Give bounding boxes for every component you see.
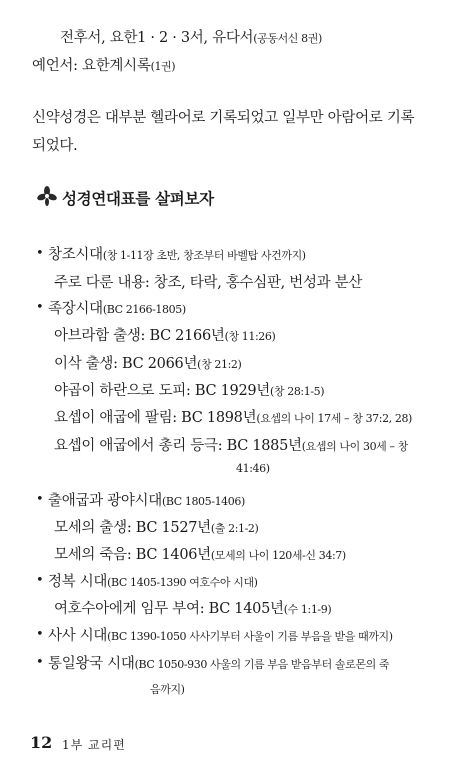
timeline-item	[48, 489, 245, 510]
subitem-note: (출 2:1-2)	[210, 522, 259, 535]
item-title: 통일왕국 시대	[48, 656, 135, 672]
text-line	[32, 54, 175, 75]
subitem-note: (요셉의 나이 30세 – 창	[301, 440, 408, 453]
subitem-note: (요셉의 나이 17세 – 창 37:2, 28)	[256, 412, 412, 425]
timeline-subitem: 주로 다룬 내용: 창조, 타락, 홍수심판, 번성과 분산	[54, 275, 363, 291]
line-note: (공동서신 8권)	[253, 32, 322, 45]
text-line	[60, 26, 322, 47]
timeline-subitem	[54, 379, 324, 400]
item-title: 출애굽과 광야시대	[48, 493, 162, 509]
flower-ornament-icon	[36, 185, 58, 207]
timeline-item	[48, 624, 393, 645]
timeline-item	[48, 570, 258, 591]
bullet-dot: •	[36, 492, 44, 507]
running-footer: 1부 교리편	[62, 738, 126, 752]
timeline-subitem	[54, 324, 275, 345]
line-main: 전후서, 요한1 · 2 · 3서, 유다서	[60, 30, 254, 46]
page-number: 12	[30, 733, 53, 752]
item-title: 창조시대	[48, 247, 103, 263]
bullet-dot: •	[36, 573, 44, 588]
item-note-continuation: 음까지)	[150, 683, 185, 696]
subitem-main: 이삭 출생: BC 2066년	[54, 356, 198, 372]
bullet-dot: •	[36, 627, 44, 642]
subitem-note: (창 28:1-5)	[270, 385, 325, 398]
timeline-subitem	[54, 516, 258, 537]
subitem-note: (창 21:2)	[197, 358, 242, 371]
subitem-main: 모세의 죽음: BC 1406년	[54, 547, 211, 563]
item-note: (BC 1405-1390 여호수아 시대)	[107, 576, 258, 589]
timeline-subitem	[54, 352, 241, 373]
subitem-note: (수 1:1-9)	[283, 603, 332, 616]
bullet-dot: •	[36, 655, 44, 670]
subitem-main: 여호수아에게 임무 부여: BC 1405년	[54, 601, 284, 617]
timeline-item	[48, 297, 186, 318]
subitem-main: 요셉이 애굽에서 총리 등극: BC 1885년	[54, 438, 302, 454]
item-note: (BC 1050-930 사울의 기름 부음 받음부터 솔로몬의 죽	[134, 658, 390, 671]
timeline-item	[48, 652, 389, 673]
item-title: 정복 시대	[48, 574, 108, 590]
timeline-item	[48, 243, 306, 264]
bullet-dot: •	[36, 246, 44, 261]
bullet-dot: •	[36, 300, 44, 315]
subitem-note: (모세의 나이 120세-신 34:7)	[210, 549, 346, 562]
timeline-subitem	[54, 406, 412, 427]
subitem-main: 요셉이 애굽에 팔림: BC 1898년	[54, 410, 257, 426]
subitem-main: 야곱이 하란으로 도피: BC 1929년	[54, 383, 271, 399]
item-note: (BC 2166-1805)	[102, 303, 186, 316]
subitem-note: (창 11:26)	[224, 330, 276, 343]
paragraph-line-1: 신약성경은 대부분 헬라어로 기록되었고 일부만 아람어로 기록	[32, 110, 415, 126]
subitem-main: 아브라함 출생: BC 2166년	[54, 328, 225, 344]
subitem-note-continuation: 41:46)	[236, 462, 270, 475]
timeline-subitem	[54, 597, 331, 618]
item-note: (BC 1805-1406)	[161, 495, 245, 508]
line-main: 예언서: 요한계시록	[32, 58, 151, 74]
item-note: (창 1-11장 초반, 창조부터 바벨탑 사건까지)	[102, 249, 306, 262]
item-title: 사사 시대	[48, 628, 108, 644]
timeline-subitem	[54, 543, 346, 564]
paragraph-line-2: 되었다.	[32, 138, 78, 154]
item-note: (BC 1390-1050 사사기부터 사울이 기름 부음을 받을 때까지)	[107, 630, 393, 643]
line-note: (1권)	[150, 60, 176, 73]
subitem-main: 모세의 출생: BC 1527년	[54, 520, 211, 536]
section-heading: 성경연대표를 살펴보자	[62, 190, 214, 208]
timeline-subitem	[54, 434, 408, 455]
item-title: 족장시대	[48, 301, 103, 317]
